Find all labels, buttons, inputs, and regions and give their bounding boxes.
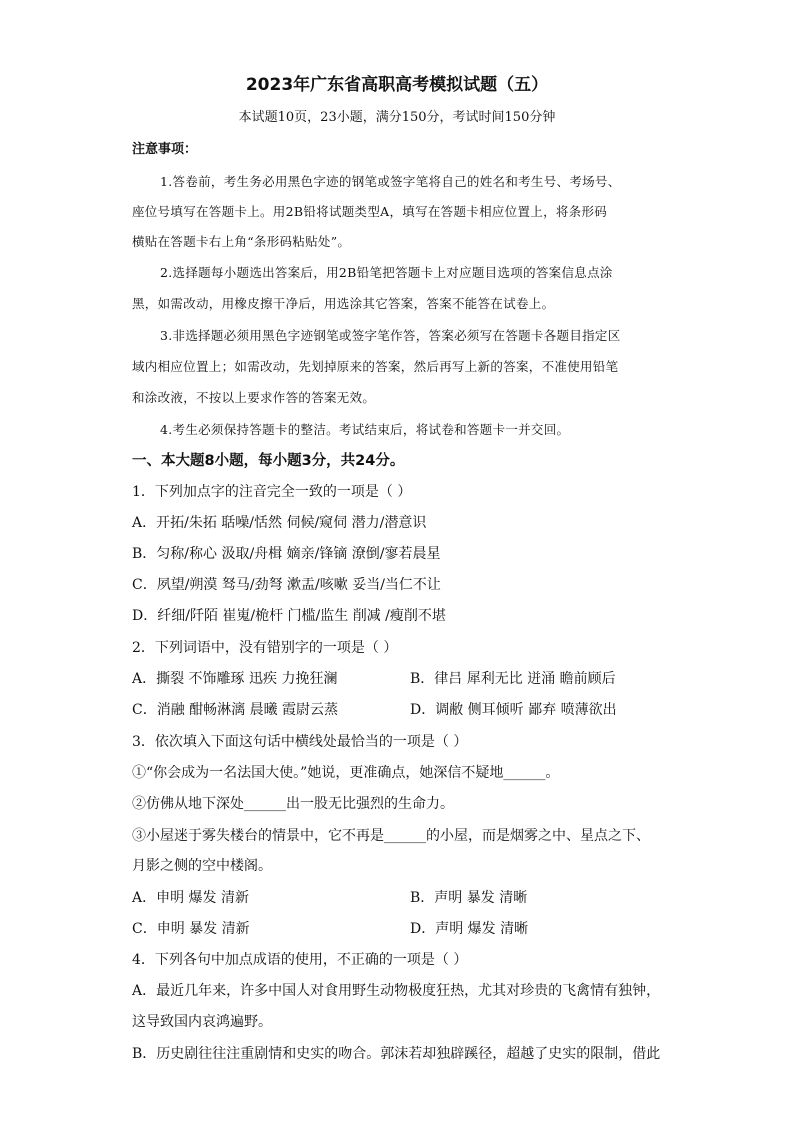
notice-line: 横贴在答题卡右上角“条形码粘贴处”。 <box>132 234 351 249</box>
question-3-sentence-3: ③小屋迷于雾失楼台的情景中，它不再是______的小屋，而是烟雾之中、星点之下、 <box>132 828 650 844</box>
notice-line: 黑，如需改动，用橡皮擦干净后，用选涂其它答案，答案不能答在试卷上。 <box>132 296 555 311</box>
question-3-sentence-3-cont: 月影之侧的空中楼阁。 <box>132 858 272 874</box>
notice-line: 2.选择题每小题选出答案后，用2B铅笔把答题卡上对应题目选项的答案信息点涂 <box>160 265 613 280</box>
question-3-sentence-2: ②仿佛从地下深处______出一股无比强烈的生命力。 <box>132 796 454 812</box>
question-4-option-a: A．最近几年来，许多中国人对食用野生动物极度狂热，尤其对珍贵的飞禽情有独钟， <box>132 983 661 999</box>
question-1-stem: 1．下列加点字的注音完全一致的一项是（ ） <box>132 484 412 500</box>
exam-info: 本试题10页，23小题，满分150分，考试时间150分钟 <box>238 110 556 125</box>
notice-line: 和涂改液，不按以上要求作答的答案无效。 <box>132 390 376 405</box>
notice-line: 座位号填写在答题卡上。用2B铅将试题类型A，填写在答题卡相应位置上，将条形码 <box>132 204 608 219</box>
question-1-option-d: D．纤细/阡陌 崔嵬/桅杆 门槛/监生 削减 /瘦削不堪 <box>132 608 446 624</box>
notice-line: 域内相应位置上；如需改动，先划掉原来的答案，然后再写上新的答案，不准使用铅笔 <box>132 359 619 374</box>
question-2-option-d: D．调敝 侧耳倾听 鄙弃 喷薄欲出 <box>410 702 617 718</box>
question-2-option-b: B．律吕 犀利无比 迸涌 瞻前顾后 <box>410 671 616 687</box>
question-3-stem: 3．依次填入下面这句话中横线处最恰当的一项是（ ） <box>132 734 468 750</box>
question-1-option-c: C．夙望/朔漠 驽马/劲弩 漱盂/咳嗽 妥当/当仁不让 <box>132 577 441 593</box>
question-3-option-d: D．声明 爆发 清晰 <box>410 921 529 937</box>
question-3-sentence-1: ①“你会成为一名法国大使。”她说，更准确点，她深信不疑地______。 <box>132 765 560 781</box>
question-2-option-a: A．撕裂 不饰雕琢 迅疾 力挽狂澜 <box>132 671 338 687</box>
question-1-option-a: A．开拓/朱拓 聒噪/恬然 伺候/窥伺 潜力/潜意识 <box>132 515 427 531</box>
notice-heading: 注意事项： <box>132 142 198 157</box>
notice-line: 4.考生必须保持答题卡的整洁。考试结束后，将试卷和答题卡一并交回。 <box>160 422 570 437</box>
question-4-option-a-cont: 这导致国内哀鸿遍野。 <box>132 1014 272 1030</box>
question-3-option-b: B．声明 暴发 清晰 <box>410 890 528 906</box>
question-3-option-c: C．申明 暴发 清新 <box>132 921 250 937</box>
question-2-stem: 2．下列词语中，没有错别字的一项是（ ） <box>132 640 398 656</box>
question-4-stem: 4．下列各句中加点成语的使用，不正确的一项是（ ） <box>132 952 468 968</box>
question-3-option-a: A．申明 爆发 清新 <box>132 890 250 906</box>
question-4-option-b: B．历史剧往往注重剧情和史实的吻合。郭沫若却独辟蹊径，超越了史实的限制，借此 <box>132 1046 661 1062</box>
question-1-option-b: B．匀称/称心 汲取/舟楫 嫡亲/锋镝 潦倒/寥若晨星 <box>132 546 441 562</box>
question-2-option-c: C．消融 酣畅淋漓 晨曦 霞尉云蒸 <box>132 702 339 718</box>
notice-line: 3.非选择题必须用黑色字迹钢笔或签字笔作答，答案必须写在答题卡各题目指定区 <box>160 328 621 343</box>
page-title: 2023年广东省高职高考模拟试题（五） <box>245 75 549 95</box>
section-heading: 一、本大题8小题，每小题3分，共24分。 <box>132 453 405 469</box>
notice-line: 1.答卷前，考生务必用黑色字迹的钢笔或签字笔将自己的姓名和考生号、考场号、 <box>160 174 621 189</box>
